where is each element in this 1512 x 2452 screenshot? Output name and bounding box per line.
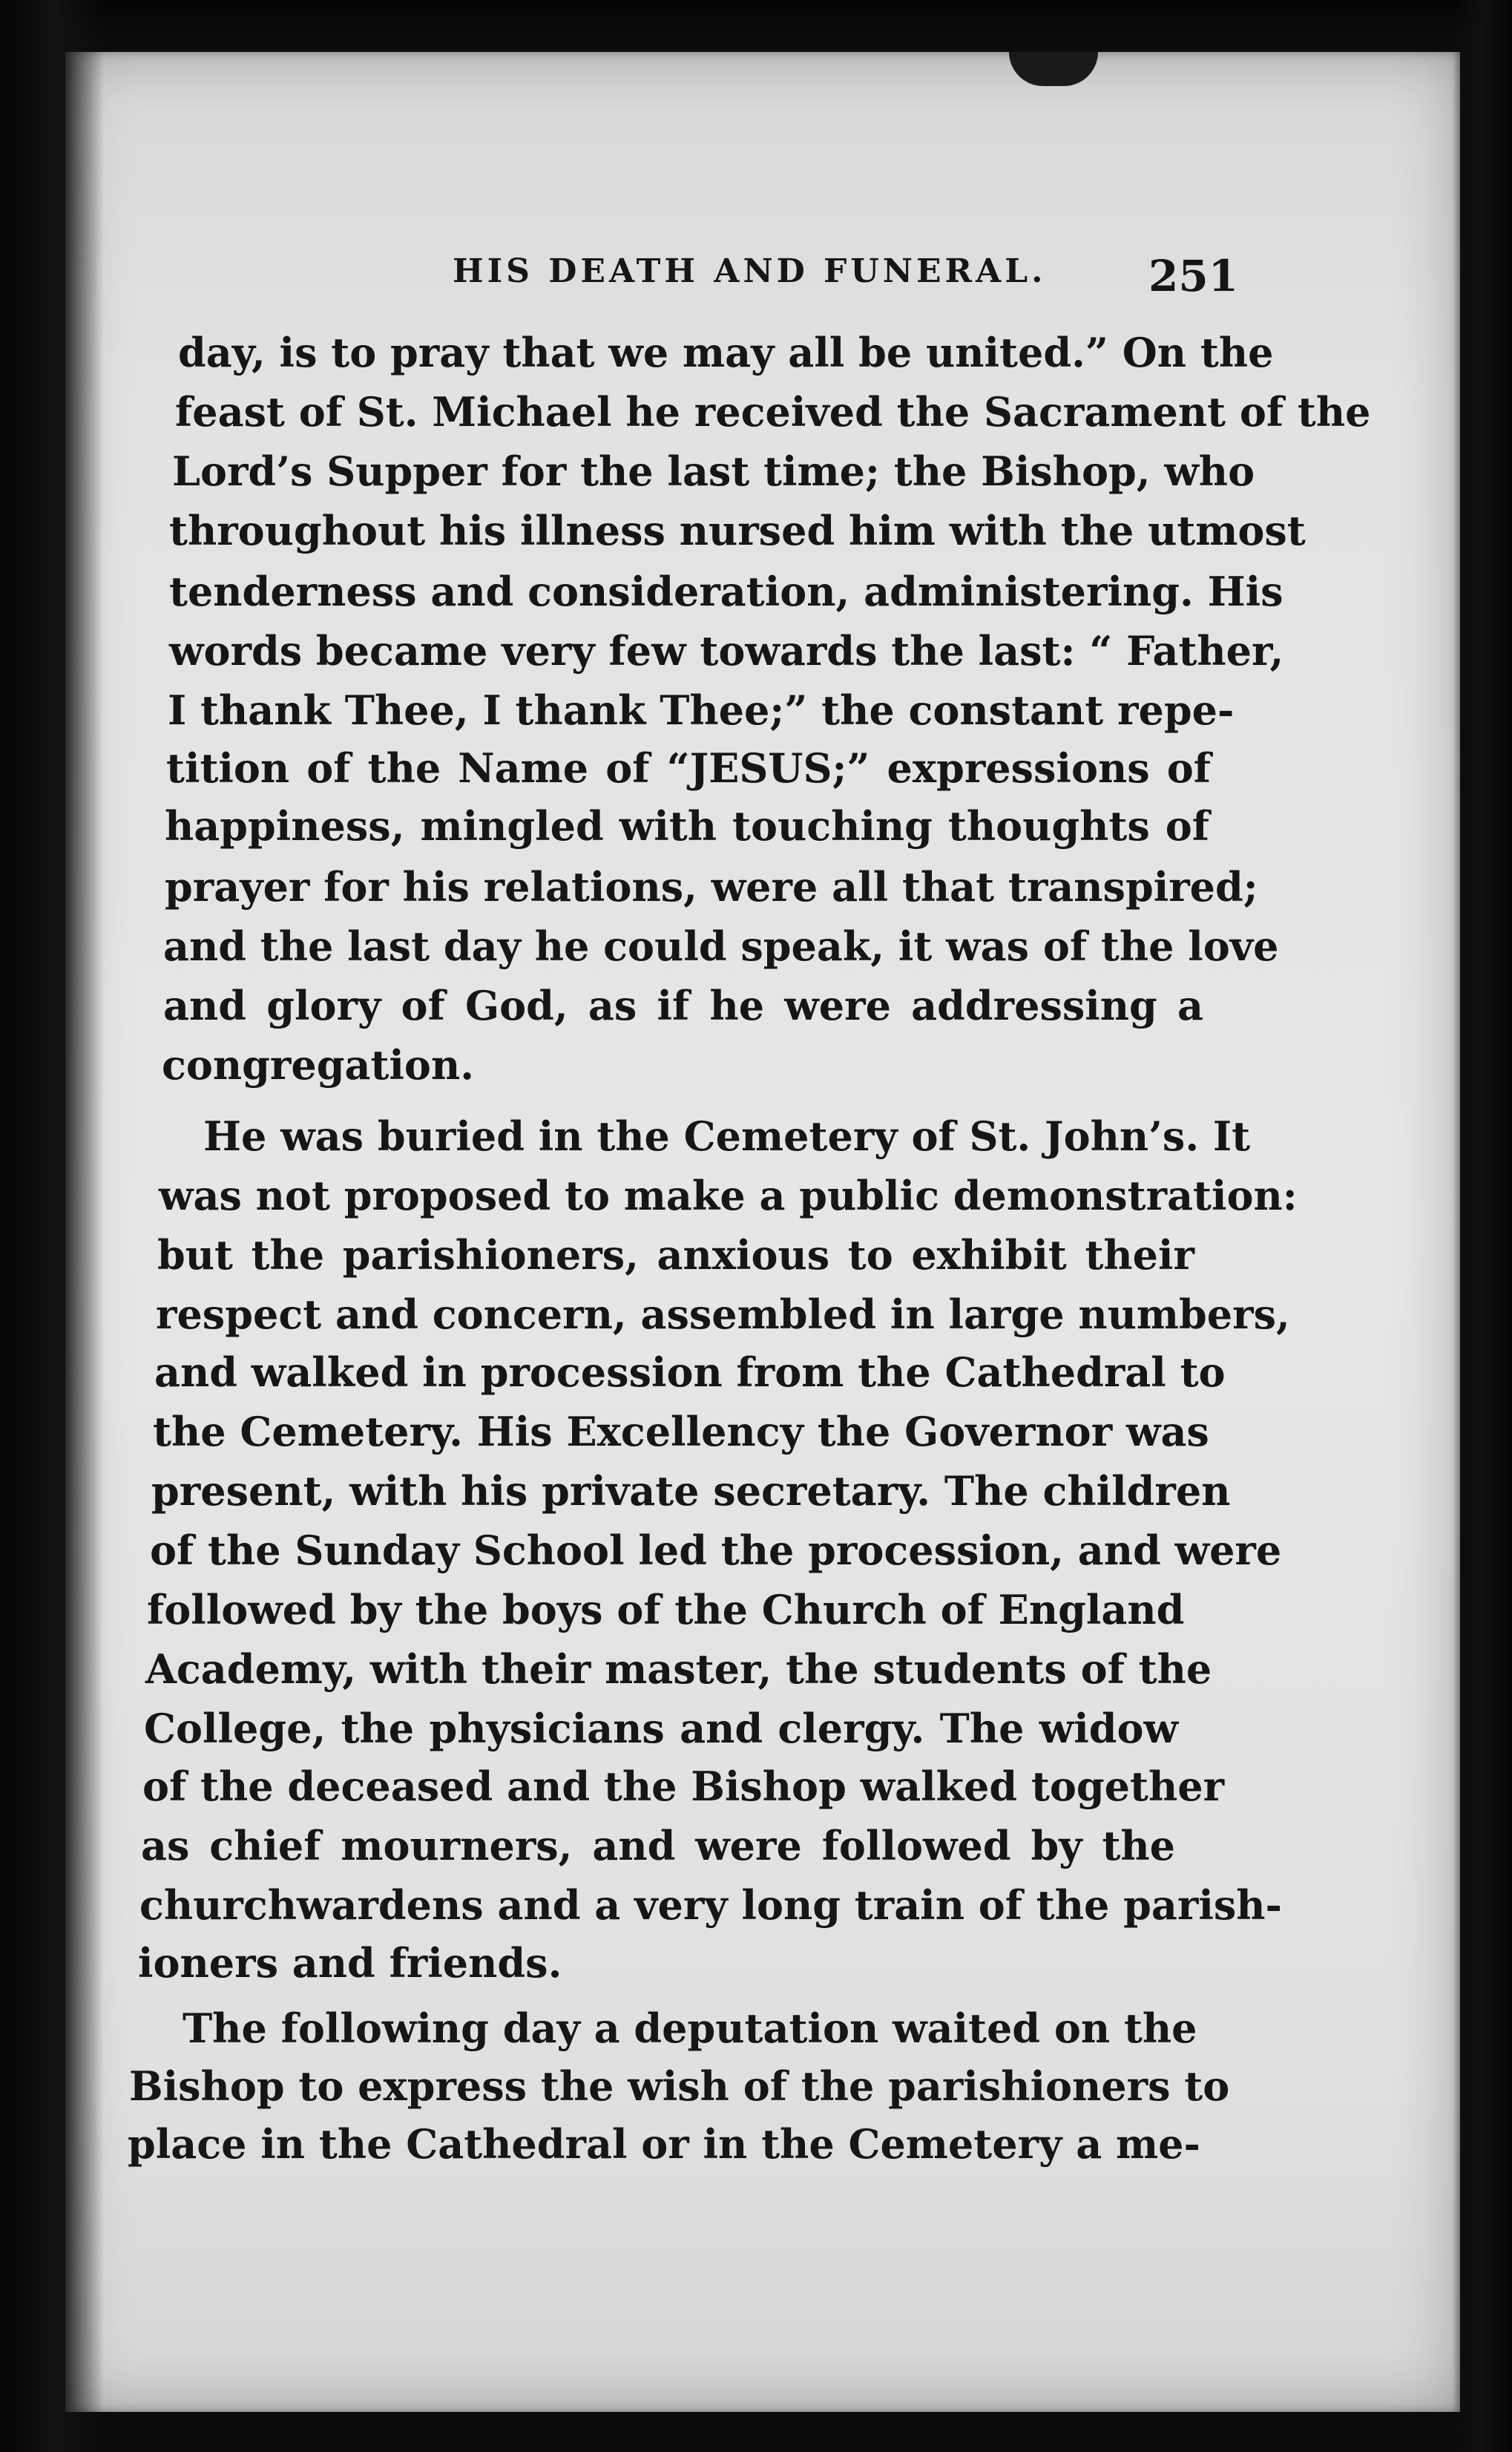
page-number: 251 [1148, 251, 1239, 301]
text-line: prayer for his relations, were all that transpired; [165, 863, 1258, 911]
text-line: of the Sunday School led the procession, and were [150, 1527, 1282, 1574]
text-line: of the deceased and the Bishop walked together [142, 1763, 1225, 1810]
text-line: tenderness and consideration, administering. His [169, 568, 1283, 615]
text-line: happiness, mingled with touching thoughts of [165, 802, 1209, 850]
text-line: followed by the boys of the Church of England [147, 1586, 1185, 1633]
text-line: day, is to pray that we may all be united.” On the [178, 329, 1274, 376]
text-line: the Cemetery. His Excellency the Governor was [153, 1408, 1209, 1455]
text-line: and glory of God, as if he were addressing a [163, 982, 1203, 1029]
text-line: place in the Cathedral or in the Cemetery a me- [128, 2120, 1200, 2168]
text-line: Academy, with their master, the students of the [145, 1645, 1212, 1693]
text-line: words became very few towards the last: “ Father, [169, 627, 1284, 675]
text-line: was not proposed to make a public demonstration: [159, 1172, 1298, 1219]
text-line: and the last day he could speak, it was of the love [163, 922, 1279, 970]
scan-border-right [1453, 0, 1512, 2452]
text-line: tition of the Name of “JESUS;” expressions of [166, 744, 1211, 792]
text-line: Lord’s Supper for the last time; the Bishop, who [172, 448, 1255, 495]
text-line: The following day a deputation waited on the [183, 2004, 1197, 2052]
text-line: respect and concern, assembled in large numbers, [156, 1291, 1290, 1338]
text-line: Bishop to express the wish of the parishioners to [129, 2062, 1230, 2110]
text-line: and walked in procession from the Cathedral to [154, 1348, 1226, 1396]
text-line: feast of St. Michael he received the Sacrament of the [175, 388, 1371, 436]
text-line: present, with his private secretary. The children [151, 1467, 1231, 1515]
text-line: College, the physicians and clergy. The widow [144, 1705, 1178, 1752]
text-line: but the parishioners, anxious to exhibit their [157, 1231, 1194, 1279]
text-line: I thank Thee, I thank Thee;” the constant repe- [168, 686, 1235, 734]
text-line: ioners and friends. [138, 1939, 562, 1987]
scan-border-left [0, 0, 104, 2452]
text-line: congregation. [162, 1041, 475, 1089]
text-line: throughout his illness nursed him with the utmost [169, 507, 1306, 554]
text-line: as chief mourners, and were followed by the [141, 1822, 1175, 1869]
running-head: HIS DEATH AND FUNERAL. [453, 252, 1047, 290]
text-line: churchwardens and a very long train of the parish- [139, 1881, 1282, 1929]
text-line: He was buried in the Cemetery of St. John’s. It [203, 1112, 1251, 1160]
